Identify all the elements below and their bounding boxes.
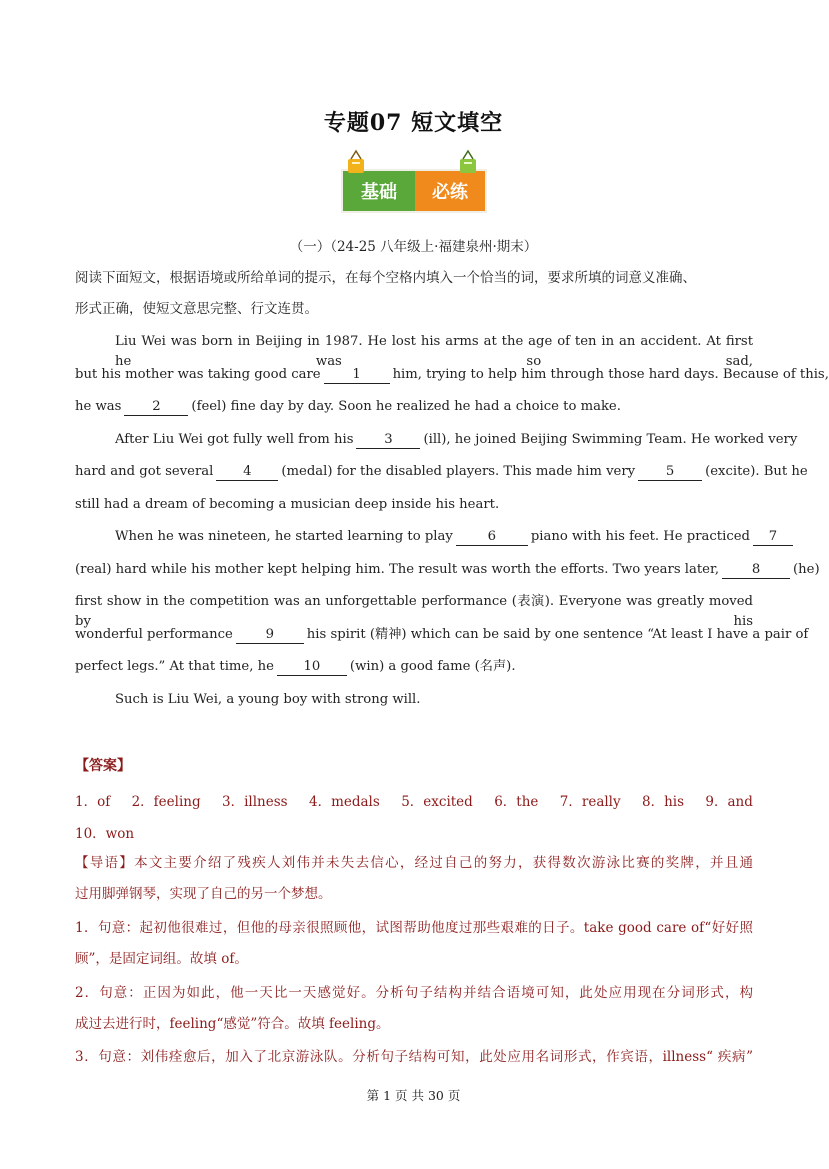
answer-item: 8．his [642, 794, 685, 810]
answer-item: 10．won [75, 826, 135, 842]
passage-line: After Liu Wei got fully well from his 3 (ill), he joined Beijing Swimming Team. He worked very [115, 432, 798, 447]
answer-item: 7．really [559, 794, 621, 810]
blank-1: 1 [324, 367, 390, 384]
badge-right-text: 必练 [432, 182, 468, 203]
blank-6: 6 [456, 529, 528, 546]
clip-icon-left [348, 151, 364, 173]
guide-line-2: 过用脚弹钢琴，实现了自己的另一个梦想。 [75, 886, 332, 902]
passage-line: first show in the competition was an unforgettable performance (表演). Everyone was greatly moved by his [75, 594, 753, 629]
answer-item: 4．medals [308, 794, 380, 810]
answer-item: 2．feeling [131, 794, 201, 810]
passage-line: hard and got several 4 (medal) for the disabled players. This made him very 5 (excite). But he [75, 464, 808, 479]
badge-left-text: 基础 [361, 182, 397, 203]
page-title: 专题07 短文填空 [323, 110, 504, 136]
answer-list [75, 790, 753, 810]
instruction-line-2: 形式正确，使短文意思完整、行文连贯。 [75, 301, 318, 317]
passage-line: Liu Wei was born in Beijing in 1987. He lost his arms at the age of ten in an accident. At first he was so sad, [115, 334, 753, 369]
answer-heading: 【答案】 [75, 758, 131, 774]
blank-3: 3 [356, 432, 420, 449]
answer-item: 3．illness [222, 794, 288, 810]
passage-line: wonderful performance 9 his spirit (精神) which can be said by one sentence “At least I have a pair of [75, 627, 809, 642]
blank-4: 4 [216, 464, 278, 481]
blank-2: 2 [124, 399, 188, 416]
passage-line: still had a dream of becoming a musician deep inside his heart. [75, 497, 500, 512]
passage-line: but his mother was taking good care 1 him, trying to help him through those hard days. Because of this, [75, 367, 829, 382]
blank-5: 5 [638, 464, 702, 481]
passage-line: Such is Liu Wei, a young boy with strong will. [115, 692, 421, 707]
answer-item: 6．the [494, 794, 539, 810]
answer-item: 9．and [705, 794, 753, 810]
clip-icon-right [460, 151, 476, 173]
blank-10: 10 [277, 659, 347, 676]
explanation-line: 成过去进行时，feeling“感觉”符合。故填 feeling。 [75, 1016, 390, 1032]
explanation-line: 2．句意：正因为如此，他一天比一天感觉好。分析句子结构并结合语境可知，此处应用现在分词形式，构 [75, 985, 753, 1001]
instruction-line-1: 阅读下面短文，根据语境或所给单词的提示，在每个空格内填入一个恰当的词，要求所填的词意义准确、 [75, 270, 696, 286]
explanation-line: 顾”，是固定词组。故填 of。 [75, 951, 248, 967]
blank-7: 7 [753, 529, 793, 546]
answer-item: 5．excited [401, 794, 473, 810]
section-subtitle: （一）（24-25 八年级上·福建泉州·期末） [289, 239, 538, 255]
passage-line: perfect legs.” At that time, he 10 (win) a good fame (名声). [75, 659, 516, 674]
badge-basic-practice [339, 151, 489, 215]
answer-item: 1．of [75, 794, 111, 810]
page-footer: 第 1 页 共 30 页 [366, 1088, 461, 1103]
passage-line: (real) hard while his mother kept helping him. The result was worth the efforts. Two years later, 8 (he) [75, 562, 820, 577]
blank-8: 8 [722, 562, 790, 579]
guide-line-1: 【导语】本文主要介绍了残疾人刘伟并未失去信心，经过自己的努力，获得数次游泳比赛的奖牌，并且通 [75, 855, 753, 871]
passage-line: When he was nineteen, he started learning to play 6 piano with his feet. He practiced 7 [115, 527, 753, 547]
blank-9: 9 [236, 627, 304, 644]
explanation-line: 3．句意：刘伟痊愈后，加入了北京游泳队。分析句子结构可知，此处应用名词形式，作宾语，illness“ 疾病” [75, 1049, 753, 1065]
explanation-line: 1．句意：起初他很难过，但他的母亲很照顾他，试图帮助他度过那些艰难的日子。take good care of“好好照 [75, 920, 753, 936]
passage-line: he was 2 (feel) fine day by day. Soon he realized he had a choice to make. [75, 399, 621, 414]
